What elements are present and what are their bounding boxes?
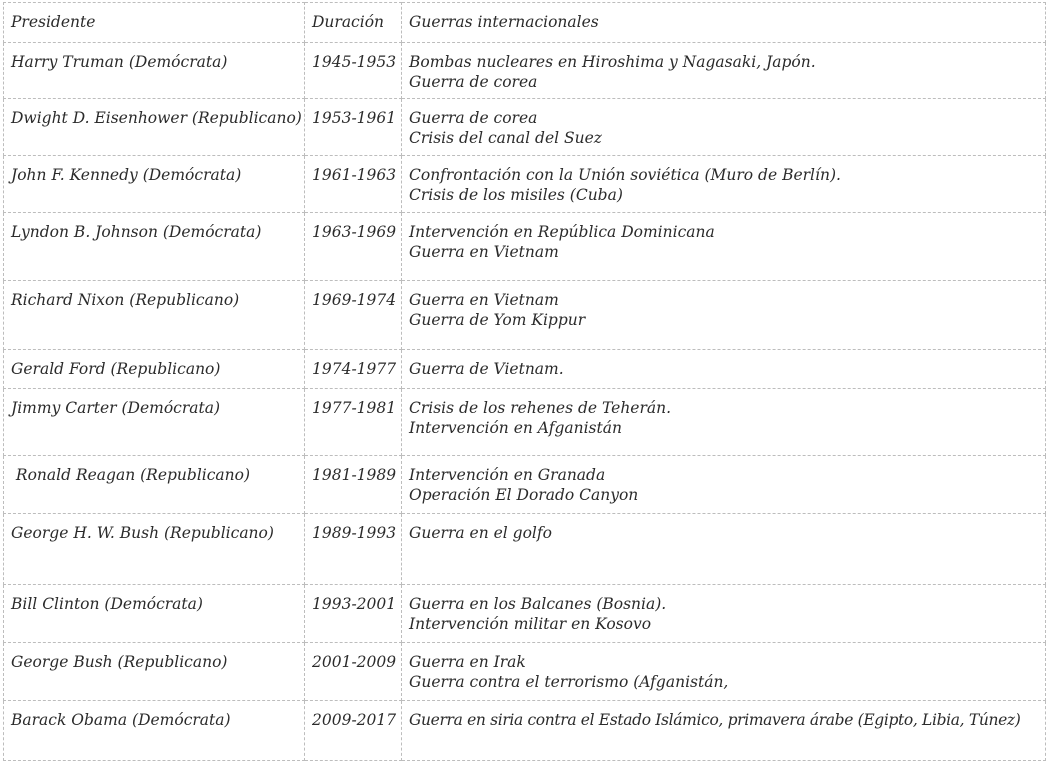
president-cell: Dwight D. Eisenhower (Republicano) (4, 99, 305, 156)
table-row (4, 213, 1046, 281)
duration-cell: 1963-1969 (305, 213, 402, 281)
table-header-row (4, 3, 1046, 43)
war-item: Guerra en el golfo (409, 524, 552, 542)
president-cell: George Bush (Republicano) (4, 643, 305, 701)
war-item: Guerra en siria contra el Estado Islámico, primavera árabe (Egipto, Libia, Túnez) (409, 711, 1021, 729)
header-president: Presidente (4, 3, 305, 43)
president-cell: Richard Nixon (Republicano) (4, 281, 305, 350)
wars-cell (402, 99, 1046, 156)
table-row (4, 514, 1046, 585)
table-row (4, 156, 1046, 213)
wars-cell (402, 43, 1046, 99)
president-cell: Harry Truman (Demócrata) (4, 43, 305, 99)
president-cell: Gerald Ford (Republicano) (4, 350, 305, 389)
war-item: Guerra en Irak (409, 653, 526, 671)
war-item: Intervención en Granada (409, 466, 606, 484)
war-item: Crisis de los rehenes de Teherán. (409, 399, 672, 417)
president-cell: George H. W. Bush (Republicano) (4, 514, 305, 585)
duration-cell: 1969-1974 (305, 281, 402, 350)
wars-cell (402, 350, 1046, 389)
duration-cell: 1961-1963 (305, 156, 402, 213)
duration-cell: 2001-2009 (305, 643, 402, 701)
duration-cell: 1989-1993 (305, 514, 402, 585)
table-row (4, 389, 1046, 456)
wars-cell (402, 213, 1046, 281)
header-wars: Guerras internacionales (402, 3, 1046, 43)
war-item: Guerra de Vietnam. (409, 360, 564, 378)
wars-cell (402, 389, 1046, 456)
war-item: Guerra de Yom Kippur (409, 311, 586, 329)
table-row (4, 643, 1046, 701)
president-cell: Barack Obama (Demócrata) (4, 701, 305, 761)
table-row (4, 585, 1046, 643)
wars-cell (402, 701, 1046, 761)
war-item: Operación El Dorado Canyon (409, 486, 639, 504)
war-item: Intervención en República Dominicana (409, 223, 715, 241)
duration-cell: 1945-1953 (305, 43, 402, 99)
wars-cell (402, 585, 1046, 643)
war-item: Bombas nucleares en Hiroshima y Nagasaki, Japón. (409, 53, 816, 71)
president-cell: Ronald Reagan (Republicano) (4, 456, 305, 514)
wars-cell (402, 514, 1046, 585)
presidents-wars-table (3, 2, 1046, 761)
duration-cell: 1981-1989 (305, 456, 402, 514)
table-row (4, 43, 1046, 99)
wars-cell (402, 281, 1046, 350)
war-item: Intervención en Afganistán (409, 419, 622, 437)
war-item: Guerra contra el terrorismo (Afganistán, (409, 673, 729, 691)
war-item: Guerra de corea (409, 109, 538, 127)
wars-cell (402, 643, 1046, 701)
president-cell: John F. Kennedy (Demócrata) (4, 156, 305, 213)
table-row (4, 281, 1046, 350)
wars-cell (402, 456, 1046, 514)
table-row (4, 99, 1046, 156)
duration-cell: 1953-1961 (305, 99, 402, 156)
wars-cell (402, 156, 1046, 213)
war-item: Crisis de los misiles (Cuba) (409, 186, 623, 204)
president-cell: Bill Clinton (Demócrata) (4, 585, 305, 643)
table-row (4, 350, 1046, 389)
president-cell: Jimmy Carter (Demócrata) (4, 389, 305, 456)
duration-cell: 1974-1977 (305, 350, 402, 389)
war-item: Guerra en Vietnam (409, 243, 559, 261)
president-cell: Lyndon B. Johnson (Demócrata) (4, 213, 305, 281)
duration-cell: 2009-2017 (305, 701, 402, 761)
war-item: Confrontación con la Unión soviética (Muro de Berlín). (409, 166, 841, 184)
war-item: Intervención militar en Kosovo (409, 615, 652, 633)
war-item: Guerra en Vietnam (409, 291, 559, 309)
header-duration: Duración (305, 3, 402, 43)
war-item: Crisis del canal del Suez (409, 129, 602, 147)
duration-cell: 1977-1981 (305, 389, 402, 456)
war-item: Guerra de corea (409, 73, 538, 91)
duration-cell: 1993-2001 (305, 585, 402, 643)
table-row (4, 701, 1046, 761)
war-item: Guerra en los Balcanes (Bosnia). (409, 595, 667, 613)
table-row (4, 456, 1046, 514)
